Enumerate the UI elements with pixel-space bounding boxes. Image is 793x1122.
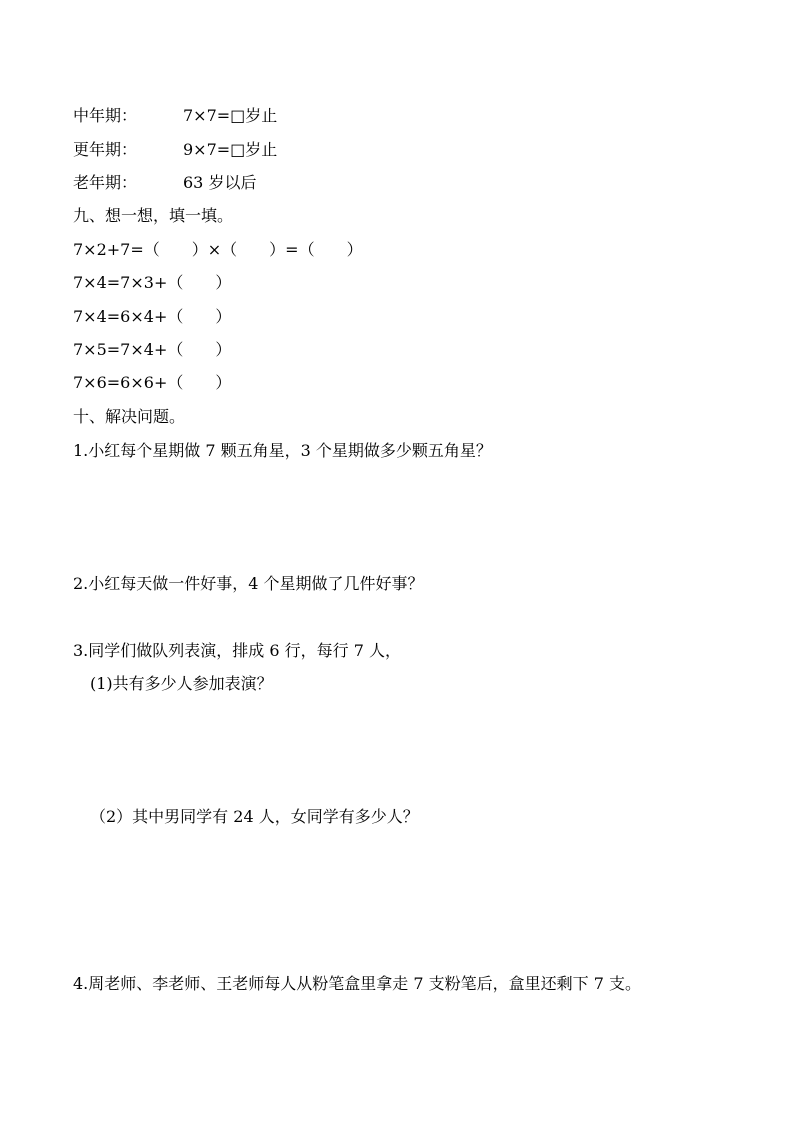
question-1: 1.小红每个星期做 7 颗五角星，3 个星期做多少颗五角星？ [73,441,492,460]
fill-blank-item: 7×4=7×3+（ ） [73,273,232,292]
life-stage-value: 7×7=□岁止 [183,106,278,125]
life-stage-label: 老年期： [73,173,138,192]
section-9-title: 九、想一想，填一填。 [73,206,234,225]
life-stage-value: 9×7=□岁止 [183,140,278,159]
life-stage-value: 63 岁以后 [183,173,257,192]
fill-blank-item: 7×5=7×4+（ ） [73,340,232,359]
fill-blank-item: 7×6=6×6+（ ） [73,373,232,392]
section-10-title: 十、解决问题。 [73,407,186,426]
question-3-part-2: （2）其中男同学有 24 人，女同学有多少人？ [90,807,419,826]
question-3-part-1: (1)共有多少人参加表演？ [90,674,273,693]
life-stage-label: 更年期： [73,140,138,159]
question-2: 2.小红每天做一件好事，4 个星期做了几件好事？ [73,574,424,593]
question-3: 3.同学们做队列表演，排成 6 行，每行 7 人， [73,641,401,660]
fill-blank-item: 7×4=6×4+（ ） [73,307,232,326]
question-4: 4.周老师、李老师、王老师每人从粉笔盒里拿走 7 支粉笔后，盒里还剩下 7 支。 [73,974,641,993]
life-stage-label: 中年期： [73,106,138,125]
fill-blank-item: 7×2+7=（ ）×（ ）=（ ） [73,240,363,259]
